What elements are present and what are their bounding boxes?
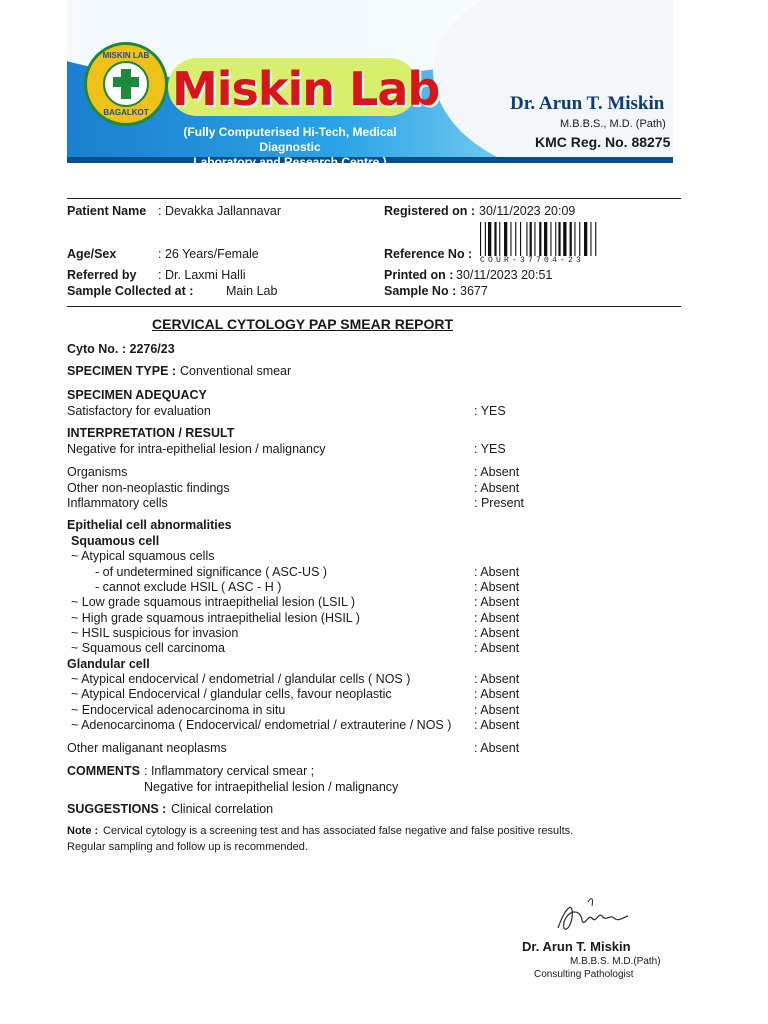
squamous-heading: Squamous cell <box>71 534 160 548</box>
squamous-item: - of undetermined significance ( ASC-US ) <box>95 565 328 579</box>
printed-label: Printed on : <box>384 268 454 282</box>
logo-text-top: MISKIN LAB <box>102 51 150 60</box>
patient-name-value: : Devakka Jallannavar <box>158 204 281 218</box>
age-value: : 26 Years/Female <box>158 247 259 261</box>
age-label: Age/Sex <box>67 247 117 261</box>
glandular-value: : Absent <box>474 703 520 717</box>
interpretation-item: Negative for intra-epithelial lesion / malignancy <box>67 442 326 456</box>
registered-label: Registered on : <box>384 204 475 218</box>
report-title: CERVICAL CYTOLOGY PAP SMEAR REPORT <box>152 316 454 332</box>
glandular-item: ~ Atypical endocervical / endometrial / glandular cells ( NOS ) <box>71 672 411 686</box>
logo-text-bottom: BAGALKOT <box>103 108 149 117</box>
referred-value: : Dr. Laxmi Halli <box>158 268 246 282</box>
tagline <box>160 125 420 170</box>
glandular-item: ~ Adenocarcinoma ( Endocervical/ endometrial / extrauterine / NOS ) <box>71 718 452 732</box>
note-label: Note : <box>67 825 99 837</box>
barcode-graphic <box>480 222 636 258</box>
tagline-line-2: Laboratory and Research Centre.) <box>193 155 387 169</box>
specimen-type-label: SPECIMEN TYPE : <box>67 364 177 378</box>
suggestions-value: Clinical correlation <box>171 802 274 816</box>
finding-label: Organisms <box>67 465 128 479</box>
adequacy-heading: SPECIMEN ADEQUACY <box>67 388 207 402</box>
other-neoplasms-value: : Absent <box>474 741 520 755</box>
barcode-text: COUR-37704-23 <box>480 256 585 265</box>
divider-bottom <box>67 306 681 307</box>
glandular-value: : Absent <box>474 718 520 732</box>
sample-collected-label: Sample Collected at : <box>67 284 194 298</box>
comments-label: COMMENTS <box>67 764 140 778</box>
squamous-value: : Absent <box>474 611 520 625</box>
adequacy-value: : YES <box>474 404 506 418</box>
glandular-value: : Absent <box>474 687 520 701</box>
header-registration: KMC Reg. No. 88275 <box>535 134 671 150</box>
lab-logo <box>84 42 168 126</box>
cyto-number: Cyto No. : 2276/23 <box>67 342 175 356</box>
comments-line-2: Negative for intraepithelial lesion / malignancy <box>144 780 399 794</box>
reference-label: Reference No : <box>384 247 473 261</box>
tagline-line-1: (Fully Computerised Hi-Tech, Medical Diagnostic <box>183 125 397 154</box>
header-doctor-qualification: M.B.B.S., M.D. (Path) <box>560 118 666 130</box>
finding-label: Other non-neoplastic findings <box>67 481 230 495</box>
note-line-2: Regular sampling and follow up is recommended. <box>67 841 308 853</box>
signature-role: Consulting Pathologist <box>534 969 634 980</box>
squamous-item: ~ High grade squamous intraepithelial lesion (HSIL ) <box>71 611 360 625</box>
referred-label: Referred by <box>67 268 137 282</box>
finding-label: Inflammatory cells <box>67 496 168 510</box>
squamous-value: : Absent <box>474 565 520 579</box>
squamous-value: : Absent <box>474 580 520 594</box>
note-line-1: Cervical cytology is a screening test and has associated false negative and false positive results. <box>103 825 574 837</box>
squamous-item: ~ Atypical squamous cells <box>71 549 215 563</box>
interpretation-value: : YES <box>474 442 506 456</box>
finding-value: : Present <box>474 496 525 510</box>
sample-collected-value: Main Lab <box>226 284 278 298</box>
registered-value: 30/11/2023 20:09 <box>479 204 576 218</box>
other-neoplasms-label: Other maliganant neoplasms <box>67 741 227 755</box>
glandular-heading: Glandular cell <box>67 657 150 671</box>
signature-qualification: M.B.B.S. M.D.(Path) <box>570 956 661 967</box>
squamous-item: ~ HSIL suspicious for invasion <box>71 626 239 640</box>
sample-no-value: 3677 <box>460 284 488 298</box>
suggestions-label: SUGGESTIONS : <box>67 802 167 816</box>
comments-line-1: : Inflammatory cervical smear ; <box>144 764 315 778</box>
glandular-value: : Absent <box>474 672 520 686</box>
squamous-value: : Absent <box>474 626 520 640</box>
interpretation-heading: INTERPRETATION / RESULT <box>67 426 235 440</box>
squamous-item: ~ Squamous cell carcinoma <box>71 641 225 655</box>
specimen-type-value: Conventional smear <box>180 364 292 378</box>
brand-name: Miskin Lab <box>172 62 440 116</box>
squamous-item: ~ Low grade squamous intraepithelial lesion (LSIL ) <box>71 595 356 609</box>
patient-name-label: Patient Name <box>67 204 147 218</box>
finding-value: : Absent <box>474 465 520 479</box>
squamous-value: : Absent <box>474 595 520 609</box>
header-doctor-name: Dr. Arun T. Miskin <box>510 93 665 114</box>
signature-name: Dr. Arun T. Miskin <box>522 939 631 954</box>
glandular-item: ~ Atypical Endocervical / glandular cells, favour neoplastic <box>71 687 392 701</box>
epithelial-heading: Epithelial cell abnormalities <box>67 518 232 532</box>
adequacy-item: Satisfactory for evaluation <box>67 404 211 418</box>
divider-top <box>67 198 681 199</box>
squamous-value: : Absent <box>474 641 520 655</box>
squamous-item: - cannot exclude HSIL ( ASC - H ) <box>95 580 282 594</box>
finding-value: : Absent <box>474 481 520 495</box>
glandular-item: ~ Endocervical adenocarcinoma in situ <box>71 703 286 717</box>
printed-value: 30/11/2023 20:51 <box>456 268 553 282</box>
sample-no-label: Sample No : <box>384 284 457 298</box>
